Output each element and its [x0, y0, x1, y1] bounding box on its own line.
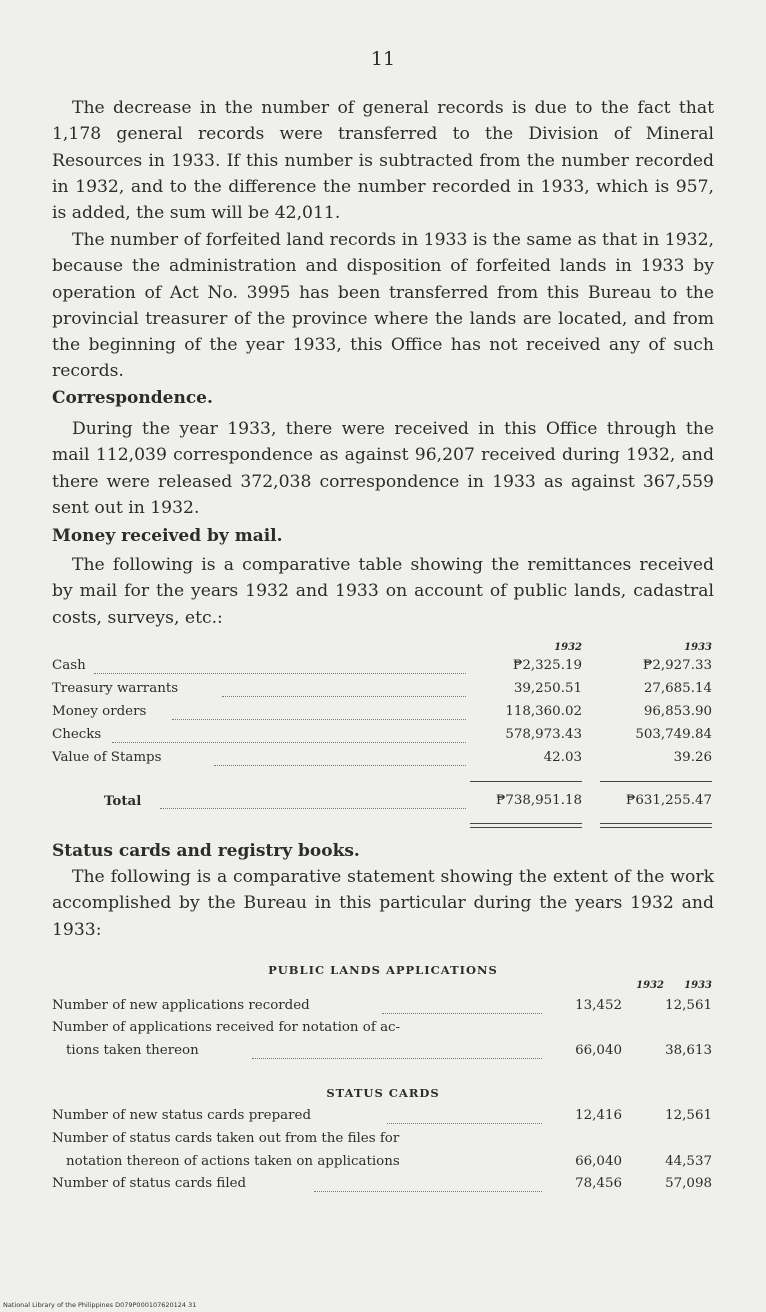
- table-row-total: [52, 793, 714, 815]
- value-1932: 12,416: [575, 1108, 622, 1123]
- row-label: Number of new status cards prepared: [52, 1108, 312, 1123]
- value-1933: 27,685.14: [643, 681, 712, 696]
- leader-dots: [112, 742, 466, 743]
- paragraph-money-intro: The following is a comparative table showing the remittances received by mail for the years 1932 and 1933 on account of public lands, cadastral costs, surveys, etc.:: [52, 555, 714, 628]
- table-row: [52, 1020, 714, 1042]
- year-header-1933: 1933: [684, 980, 712, 991]
- leader-dots: [387, 1123, 542, 1124]
- table-row: [52, 727, 714, 749]
- table-row: [52, 750, 714, 772]
- table-row: [52, 1131, 714, 1153]
- row-label: Cash: [52, 658, 86, 673]
- status-cards-table: [52, 1100, 714, 1200]
- row-label-line1: Number of status cards taken out from the files for: [52, 1131, 400, 1146]
- paragraph-forfeited-land: The number of forfeited land records in 1933 is the same as that in 1932, because the administration and disposition of forfeited lands in 1933 by operation of Act No. 3995 has been transferred from this Bureau to the provincial treasurer of the province where the lands are located, and from the beginning of the year 1933, this Office has not received any of such records.: [52, 230, 714, 382]
- total-rule-1933-b: [600, 827, 712, 828]
- value-1932: 42.03: [543, 750, 582, 765]
- total-1932: ₱738,951.18: [495, 793, 582, 808]
- value-1933: 96,853.90: [643, 704, 712, 719]
- paragraph-general-records: The decrease in the number of general records is due to the fact that 1,178 general records were transferred to the Division of Mineral Resources in 1933. If this number is subtracted from the number recorded in 1932, and to the difference the number recorded in 1933, which is 957, is added, the sum will be 42,011.: [52, 98, 714, 224]
- row-label-line2: tions taken thereon: [66, 1043, 199, 1058]
- table-row: [52, 658, 714, 680]
- value-1933: 12,561: [665, 998, 712, 1013]
- scan-footer: National Library of the Philippines D079P000107620124 31: [3, 1301, 197, 1309]
- paragraph-status-intro: The following is a comparative statement showing the extent of the work accomplished by the Bureau in this particular during the years 1932 and 1933:: [52, 867, 714, 940]
- leader-dots: [160, 808, 466, 809]
- leader-dots: [94, 673, 466, 674]
- value-1932: 578,973.43: [505, 727, 582, 742]
- table-row: [52, 1043, 714, 1065]
- value-1932: 118,360.02: [505, 704, 582, 719]
- heading-correspondence: Correspondence.: [52, 388, 213, 408]
- public-lands-heading: PUBLIC LANDS APPLICATIONS: [268, 963, 498, 977]
- total-1933: ₱631,255.47: [625, 793, 712, 808]
- value-1933: 38,613: [665, 1043, 712, 1058]
- table-row: [52, 704, 714, 726]
- row-label-line2: notation thereon of actions taken on applications: [66, 1154, 400, 1169]
- table-row: [52, 681, 714, 703]
- row-label: Number of new applications recorded: [52, 998, 310, 1013]
- value-1933: 57,098: [665, 1176, 712, 1191]
- heading-money-received: Money received by mail.: [52, 526, 283, 546]
- subtotal-rule-1932: [470, 781, 582, 782]
- row-label: Checks: [52, 727, 102, 742]
- total-rule-1932-b: [470, 827, 582, 828]
- row-label-line1: Number of applications received for notation of ac-: [52, 1020, 401, 1035]
- table-row: [52, 998, 714, 1020]
- heading-status-cards: Status cards and registry books.: [52, 841, 360, 861]
- value-1932: 66,040: [575, 1043, 622, 1058]
- value-1932: 13,452: [575, 998, 622, 1013]
- page-number: 11: [370, 48, 396, 70]
- money-table: [52, 640, 714, 840]
- value-1932: 66,040: [575, 1154, 622, 1169]
- public-lands-table: [52, 978, 714, 1068]
- value-1933: 503,749.84: [635, 727, 712, 742]
- row-label: Number of status cards filed: [52, 1176, 247, 1191]
- year-header-1932: 1932: [554, 642, 582, 653]
- total-rule-1932: [470, 823, 582, 824]
- subtotal-rule-1933: [600, 781, 712, 782]
- table-row: [52, 1176, 714, 1198]
- leader-dots: [382, 1013, 542, 1014]
- leader-dots: [172, 719, 466, 720]
- value-1933: 44,537: [665, 1154, 712, 1169]
- row-label: Treasury warrants: [52, 681, 179, 696]
- total-rule-1933: [600, 823, 712, 824]
- table-row: [52, 1154, 714, 1176]
- paragraph-correspondence: During the year 1933, there were received in this Office through the mail 112,039 correspondence as against 96,207 received during 1932, and there were released 372,038 correspondence in 1933 as against 367,559 sent out in 1932.: [52, 419, 714, 518]
- leader-dots: [214, 765, 466, 766]
- value-1932: ₱2,325.19: [512, 658, 582, 673]
- value-1932: 39,250.51: [513, 681, 582, 696]
- status-cards-heading: STATUS CARDS: [326, 1086, 440, 1100]
- value-1933: ₱2,927.33: [642, 658, 712, 673]
- row-label: Value of Stamps: [52, 750, 162, 765]
- year-header-1932: 1932: [636, 980, 664, 991]
- leader-dots: [222, 696, 466, 697]
- year-header-1933: 1933: [684, 642, 712, 653]
- table-row: [52, 1108, 714, 1130]
- value-1933: 12,561: [665, 1108, 712, 1123]
- row-label: Money orders: [52, 704, 147, 719]
- value-1932: 78,456: [575, 1176, 622, 1191]
- total-label: Total: [104, 793, 142, 809]
- leader-dots: [314, 1191, 542, 1192]
- leader-dots: [252, 1058, 542, 1059]
- value-1933: 39.26: [673, 750, 712, 765]
